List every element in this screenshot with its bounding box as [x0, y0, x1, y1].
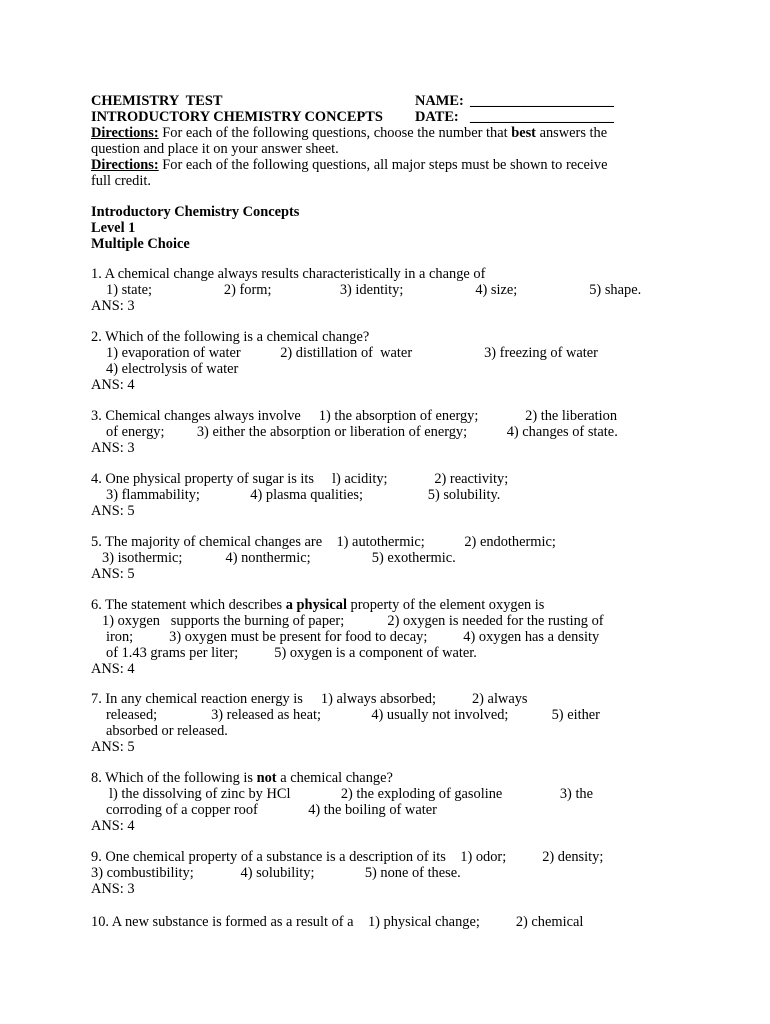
question-6-options: 1) oxygen supports the burning of paper; 2) oxygen is needed for the rusting of — [102, 613, 604, 629]
question-3: 3. Chemical changes always involve 1) the absorption of energy; 2) the liberation — [91, 408, 618, 424]
question-7: 7. In any chemical reaction energy is 1) always absorbed; 2) always — [91, 691, 528, 707]
question-7-options: released; 3) released as heat; 4) usually not involved; 5) either — [106, 707, 600, 723]
question-5: 5. The majority of chemical changes are 1) autothermic; 2) endothermic; — [91, 534, 556, 550]
question-7-options: absorbed or released. — [106, 723, 228, 739]
question-9: 9. One chemical property of a substance is a description of its 1) odor; 2) density; — [91, 849, 604, 865]
question-1: 1. A chemical change always results characteristically in a change of — [91, 266, 486, 282]
name-label: NAME: — [415, 93, 464, 109]
question-2: 2. Which of the following is a chemical change? — [91, 329, 370, 345]
answer-3: ANS: 3 — [91, 440, 135, 456]
question-10: 10. A new substance is formed as a result of a 1) physical change; 2) chemical — [91, 914, 584, 930]
question-1-options: 1) state; 2) form; 3) identity; 4) size; 5) shape. — [106, 282, 642, 298]
section-level: Level 1 — [91, 220, 136, 236]
question-2-options: 1) evaporation of water 2) distillation of water 3) freezing of water — [106, 345, 598, 361]
directions-emphasis: best — [511, 125, 536, 141]
question-8-options: corroding of a copper roof 4) the boiling of water — [106, 802, 437, 818]
question-4: 4. One physical property of sugar is its l) acidity; 2) reactivity; — [91, 471, 509, 487]
section-title: Introductory Chemistry Concepts — [91, 204, 300, 220]
directions-1 — [91, 125, 607, 141]
answer-2: ANS: 4 — [91, 377, 135, 393]
question-text: a chemical change? — [276, 770, 393, 786]
question-3-options: of energy; 3) either the absorption or liberation of energy; 4) changes of state. — [106, 424, 618, 440]
question-5-options: 3) isothermic; 4) nonthermic; 5) exothermic. — [102, 550, 456, 566]
date-label: DATE: — [415, 109, 459, 125]
directions-2-line2: full credit. — [91, 173, 151, 189]
question-8-options: l) the dissolving of zinc by HCl 2) the exploding of gasoline 3) the — [109, 786, 594, 802]
answer-8: ANS: 4 — [91, 818, 135, 834]
test-title: CHEMISTRY TEST — [91, 93, 223, 109]
directions-label: Directions: — [91, 157, 159, 173]
question-6-options: of 1.43 grams per liter; 5) oxygen is a component of water. — [106, 645, 477, 661]
name-blank: ____________________ — [470, 93, 614, 109]
question-8 — [91, 770, 393, 786]
question-text: 8. Which of the following is — [91, 770, 257, 786]
directions-text: For each of the following questions, all major steps must be shown to receive — [158, 157, 608, 173]
question-emphasis: a physical — [285, 597, 347, 613]
question-6 — [91, 597, 544, 613]
answer-6: ANS: 4 — [91, 661, 135, 677]
question-text: 6. The statement which describes — [91, 597, 286, 613]
question-text: property of the element oxygen is — [346, 597, 545, 613]
question-4-options: 3) flammability; 4) plasma qualities; 5) solubility. — [106, 487, 501, 503]
test-subtitle: INTRODUCTORY CHEMISTRY CONCEPTS — [91, 109, 383, 125]
answer-9: ANS: 3 — [91, 881, 135, 897]
directions-label: Directions: — [91, 125, 159, 141]
question-6-options: iron; 3) oxygen must be present for food to decay; 4) oxygen has a density — [106, 629, 600, 645]
answer-5: ANS: 5 — [91, 566, 135, 582]
question-9-options: 3) combustibility; 4) solubility; 5) none of these. — [91, 865, 461, 881]
directions-1-line2: question and place it on your answer sheet. — [91, 141, 339, 157]
section-type: Multiple Choice — [91, 236, 190, 252]
answer-1: ANS: 3 — [91, 298, 135, 314]
answer-7: ANS: 5 — [91, 739, 135, 755]
question-emphasis: not — [256, 770, 277, 786]
directions-text: For each of the following questions, choose the number that — [158, 125, 512, 141]
directions-2 — [91, 157, 608, 173]
question-2-options: 4) electrolysis of water — [106, 361, 239, 377]
date-blank: ____________________ — [470, 109, 614, 125]
answer-4: ANS: 5 — [91, 503, 135, 519]
directions-text: answers the — [535, 125, 608, 141]
